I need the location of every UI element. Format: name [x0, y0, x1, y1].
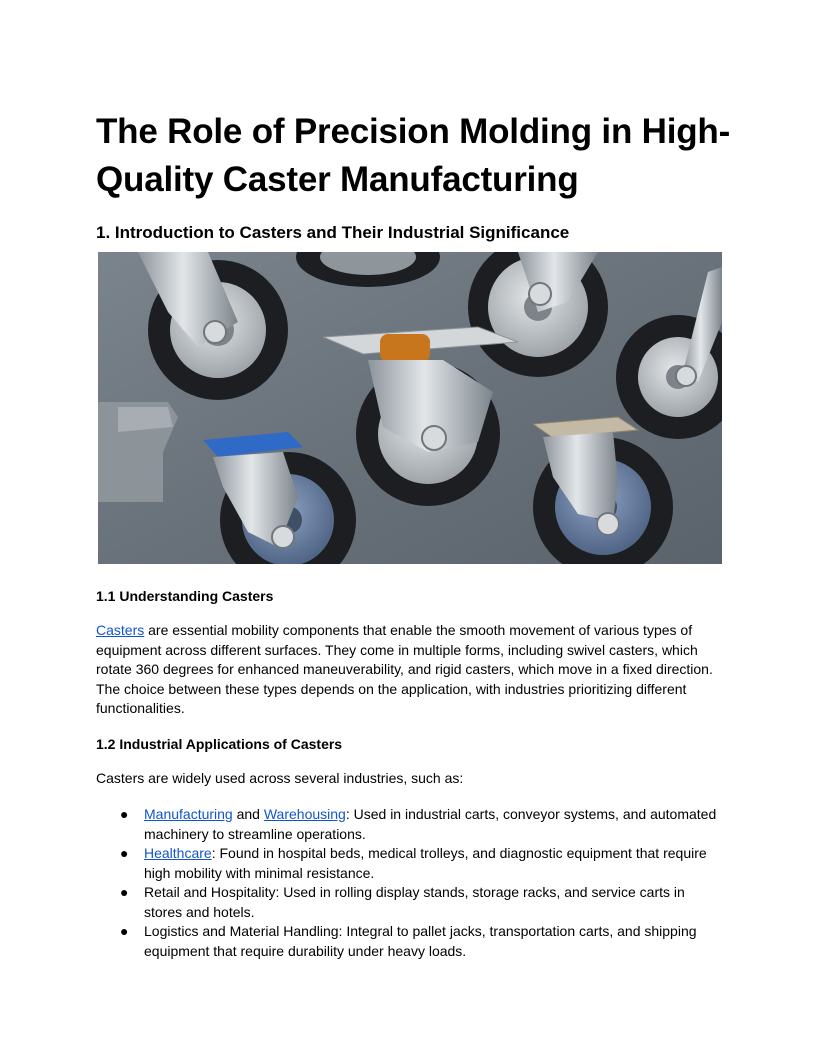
section-heading-industrial-applications: 1.2 Industrial Applications of Casters [96, 736, 343, 752]
bullet-icon: ● [120, 806, 129, 822]
list-item-logistics [96, 922, 726, 961]
section-heading-introduction: 1. Introduction to Casters and Their Industrial Significance [96, 223, 570, 242]
applications-list [96, 805, 726, 961]
bullet-icon: ● [120, 923, 129, 939]
casters-link[interactable]: Casters [96, 622, 145, 638]
bullet-icon: ● [120, 884, 129, 900]
page-title: The Role of Precision Molding in High-Quality Caster Manufacturing [96, 112, 731, 199]
list-item-text: : Used in industrial carts, conveyor systems, and automated machinery to streamline operations. [144, 806, 717, 842]
applications-intro: Casters are widely used across several industries, such as: [96, 770, 464, 786]
section-heading-understanding-casters: 1.1 Understanding Casters [96, 588, 274, 604]
bullet-icon: ● [120, 845, 129, 861]
understanding-casters-paragraph [96, 621, 726, 719]
list-item-manufacturing-warehousing [96, 805, 726, 844]
understanding-casters-text: are essential mobility components that enable the smooth movement of various types of equipment across different surfaces. They come in multiple forms, including swivel casters, which rotate 360 degrees for enhanced maneuverability, and rigid casters, which move in a fixed direction. The choice between these types depends on the application, with industries prioritizing different functionalities. [96, 622, 713, 716]
list-item-text: Logistics and Material Handling: Integral to pallet jacks, transportation carts, and shipping equipment that require durability under heavy loads. [144, 923, 697, 959]
list-item-healthcare [96, 844, 726, 883]
list-item-text: : Found in hospital beds, medical trolleys, and diagnostic equipment that require high mobility with minimal resistance. [144, 845, 707, 881]
list-item-retail-hospitality [96, 883, 726, 922]
list-item-joiner: and [232, 806, 264, 822]
manufacturing-link[interactable]: Manufacturing [144, 806, 233, 822]
casters-photo [98, 252, 722, 564]
list-item-text: Retail and Hospitality: Used in rolling display stands, storage racks, and service carts in stores and hotels. [144, 884, 685, 920]
healthcare-link[interactable]: Healthcare [144, 845, 212, 861]
casters-illustration [98, 252, 722, 564]
warehousing-link[interactable]: Warehousing [263, 806, 346, 822]
